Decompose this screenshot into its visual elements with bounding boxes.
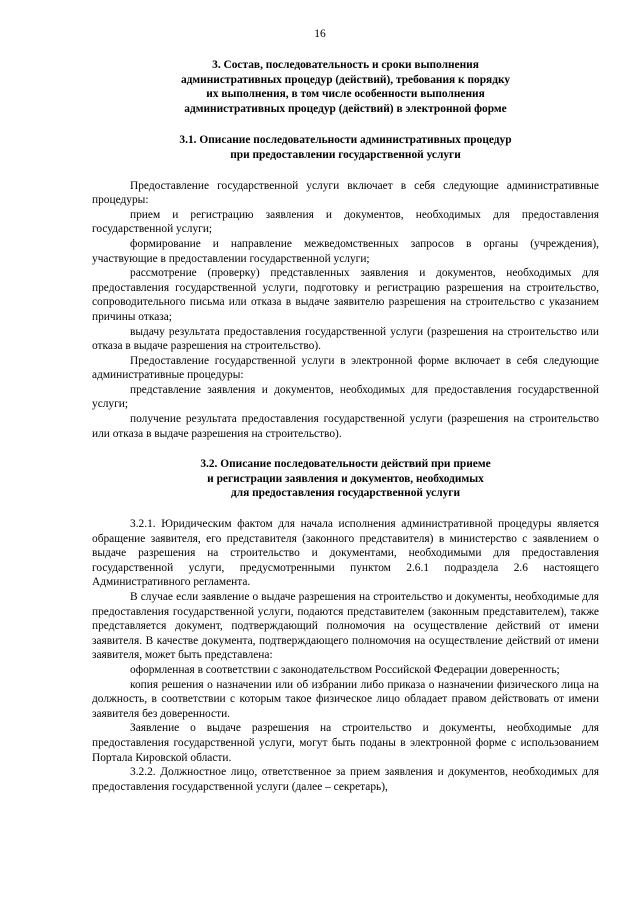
paragraph: получение результата предоставления государственной услуги (разрешения на строительство или отказа в выдаче разрешения на строительство). [92, 413, 599, 440]
section-3-2-body [92, 517, 599, 794]
section-heading-3 [92, 58, 599, 116]
paragraph: В случае если заявление о выдаче разрешения на строительство и документы, необходимые для предоставления государственной услуги, подаются представителем (законным представителем), также представляется документ, подтверждающий полномочия на осуществление действий от имени заявителя. В качестве документа, подтверждающего полномочия на осуществление действий от имени заявителя, может быть представлена: [92, 591, 599, 662]
paragraph: рассмотрение (проверку) представленных заявления и документов, необходимых для предоставления государственной услуги, подготовку и регистрацию разрешения на строительство, сопроводительного письма или отказа в выдаче заявителю разрешения на строительство с указанием причины отказа; [92, 267, 599, 323]
paragraph: Предоставление государственной услуги включает в себя следующие административные процедуры: [92, 179, 599, 207]
heading-line: 3.2. Описание последовательности действий при приеме [200, 458, 491, 471]
paragraph: 3.2.1. Юридическим фактом для начала исполнения административной процедуры является обращение заявителя, его представителя (законного представителя) в министерство с заявлением о выдаче разрешения на строительство и документами, необходимыми для предоставления государственной услуги, предусмотренными пунктом 2.6.1 подраздела 2.6 настоящего Административного регламента. [92, 518, 599, 589]
paragraph: формирование и направление межведомственных запросов в органы (учреждения), участвующие в предоставлении государственной услуги; [92, 237, 599, 265]
heading-line: 3.1. Описание последовательности административных процедур [179, 134, 512, 147]
paragraph: выдачу результата предоставления государственной услуги (разрешения на строительство или отказа в выдаче разрешения на строительство). [92, 325, 599, 353]
heading-line: для предоставления государственной услуги [230, 487, 461, 500]
paragraph: Предоставление государственной услуги в электронной форме включает в себя следующие административные процедуры: [92, 354, 599, 382]
paragraph: прием и регистрацию заявления и документов, необходимых для предоставления государственной услуги; [92, 208, 599, 236]
heading-line: и регистрации заявления и документов, необходимых [207, 472, 484, 485]
heading-line: административных процедур (действий) в электронной форме [184, 102, 507, 115]
heading-line: их выполнения, в том числе особенности выполнения [206, 88, 485, 101]
heading-line: административных процедур (действий), требования к порядку [180, 73, 511, 86]
section-3-1-body [92, 179, 599, 442]
page-content [92, 58, 599, 794]
heading-line: 3. Состав, последовательность и сроки выполнения [212, 59, 479, 71]
section-heading-3-1 [92, 133, 599, 162]
section-heading-3-2 [92, 457, 599, 501]
paragraph: Заявление о выдаче разрешения на строительство и документы, необходимые для предоставления государственной услуги, могут быть поданы в электронной форме с использованием Портала Кировской области. [92, 722, 599, 764]
paragraph: 3.2.2. Должностное лицо, ответственное за прием заявления и документов, необходимых для предоставления государственной услуги (далее – секретарь), [92, 766, 599, 793]
page-number: 16 [314, 28, 326, 40]
heading-line: при предоставлении государственной услуги [230, 148, 461, 161]
paragraph: оформленная в соответствии с законодательством Российской Федерации доверенность; [130, 663, 560, 676]
paragraph: копия решения о назначении или об избрании либо приказа о назначении физического лица на должность, в соответствии с которым такое физическое лицо обладает правом действовать от имени заявителя без доверенности. [92, 678, 599, 720]
paragraph: представление заявления и документов, необходимых для предоставления государственной услуги; [92, 383, 599, 411]
